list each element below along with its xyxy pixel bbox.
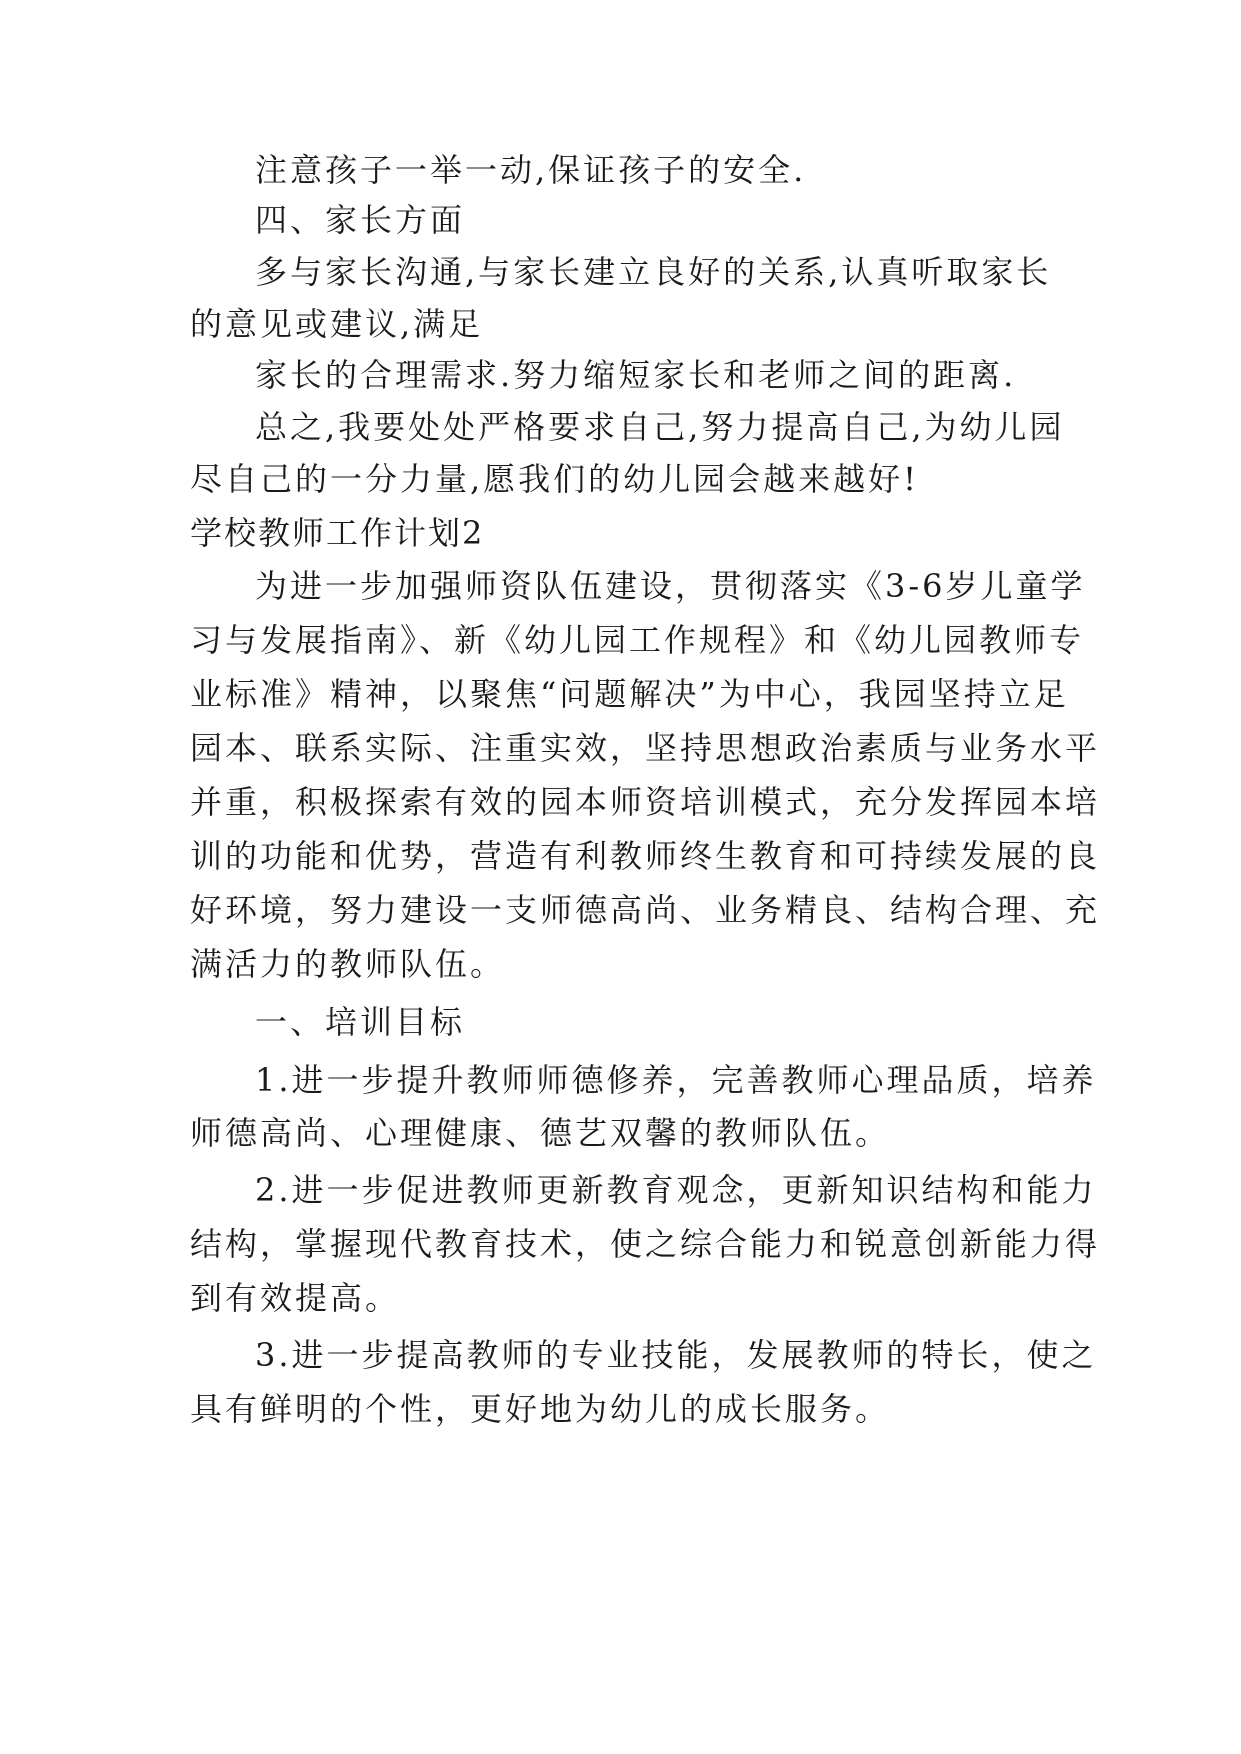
- text-line: 多与家长沟通,与家长建立良好的关系,认真听取家长: [255, 253, 1052, 291]
- section-heading: 一、培训目标: [255, 1003, 466, 1041]
- text-line: 2.进一步促进教师更新教育观念，更新知识结构和能力: [255, 1171, 1097, 1209]
- text-line: 满活力的教师队伍。: [190, 945, 506, 983]
- text-line: 训的功能和优势，营造有利教师终生教育和可持续发展的良: [190, 837, 1101, 875]
- text-line: 总之,我要处处严格要求自己,努力提高自己,为幼儿园: [255, 408, 1065, 446]
- text-line: 并重，积极探索有效的园本师资培训模式，充分发挥园本培: [190, 783, 1101, 821]
- text-line: 业标准》精神，以聚焦“问题解决”为中心，我园坚持立足: [190, 675, 1069, 713]
- text-line: 家长的合理需求.努力缩短家长和老师之间的距离.: [255, 356, 1017, 394]
- text-line: 尽自己的一分力量,愿我们的幼儿园会越来越好!: [190, 460, 920, 498]
- section-heading: 四、家长方面: [255, 201, 466, 239]
- text-line: 师德高尚、心理健康、德艺双馨的教师队伍。: [190, 1114, 891, 1152]
- document-title: 学校教师工作计划2: [190, 514, 485, 552]
- text-line: 具有鲜明的个性，更好地为幼儿的成长服务。: [190, 1390, 891, 1428]
- text-line: 注意孩子一举一动,保证孩子的安全.: [255, 151, 807, 189]
- text-line: 好环境，努力建设一支师德高尚、业务精良、结构合理、充: [190, 891, 1101, 929]
- text-line: 1.进一步提升教师师德修养，完善教师心理品质，培养: [255, 1061, 1097, 1099]
- text-line: 到有效提高。: [190, 1279, 401, 1317]
- text-line: 结构，掌握现代教育技术，使之综合能力和锐意创新能力得: [190, 1225, 1101, 1263]
- text-line: 为进一步加强师资队伍建设，贯彻落实《3-6岁儿童学: [255, 567, 1086, 605]
- text-line: 的意见或建议,满足: [190, 305, 484, 343]
- text-line: 3.进一步提高教师的专业技能，发展教师的特长，使之: [255, 1336, 1097, 1374]
- text-line: 习与发展指南》、新《幼儿园工作规程》和《幼儿园教师专: [190, 621, 1085, 659]
- text-line: 园本、联系实际、注重实效，坚持思想政治素质与业务水平: [190, 729, 1101, 767]
